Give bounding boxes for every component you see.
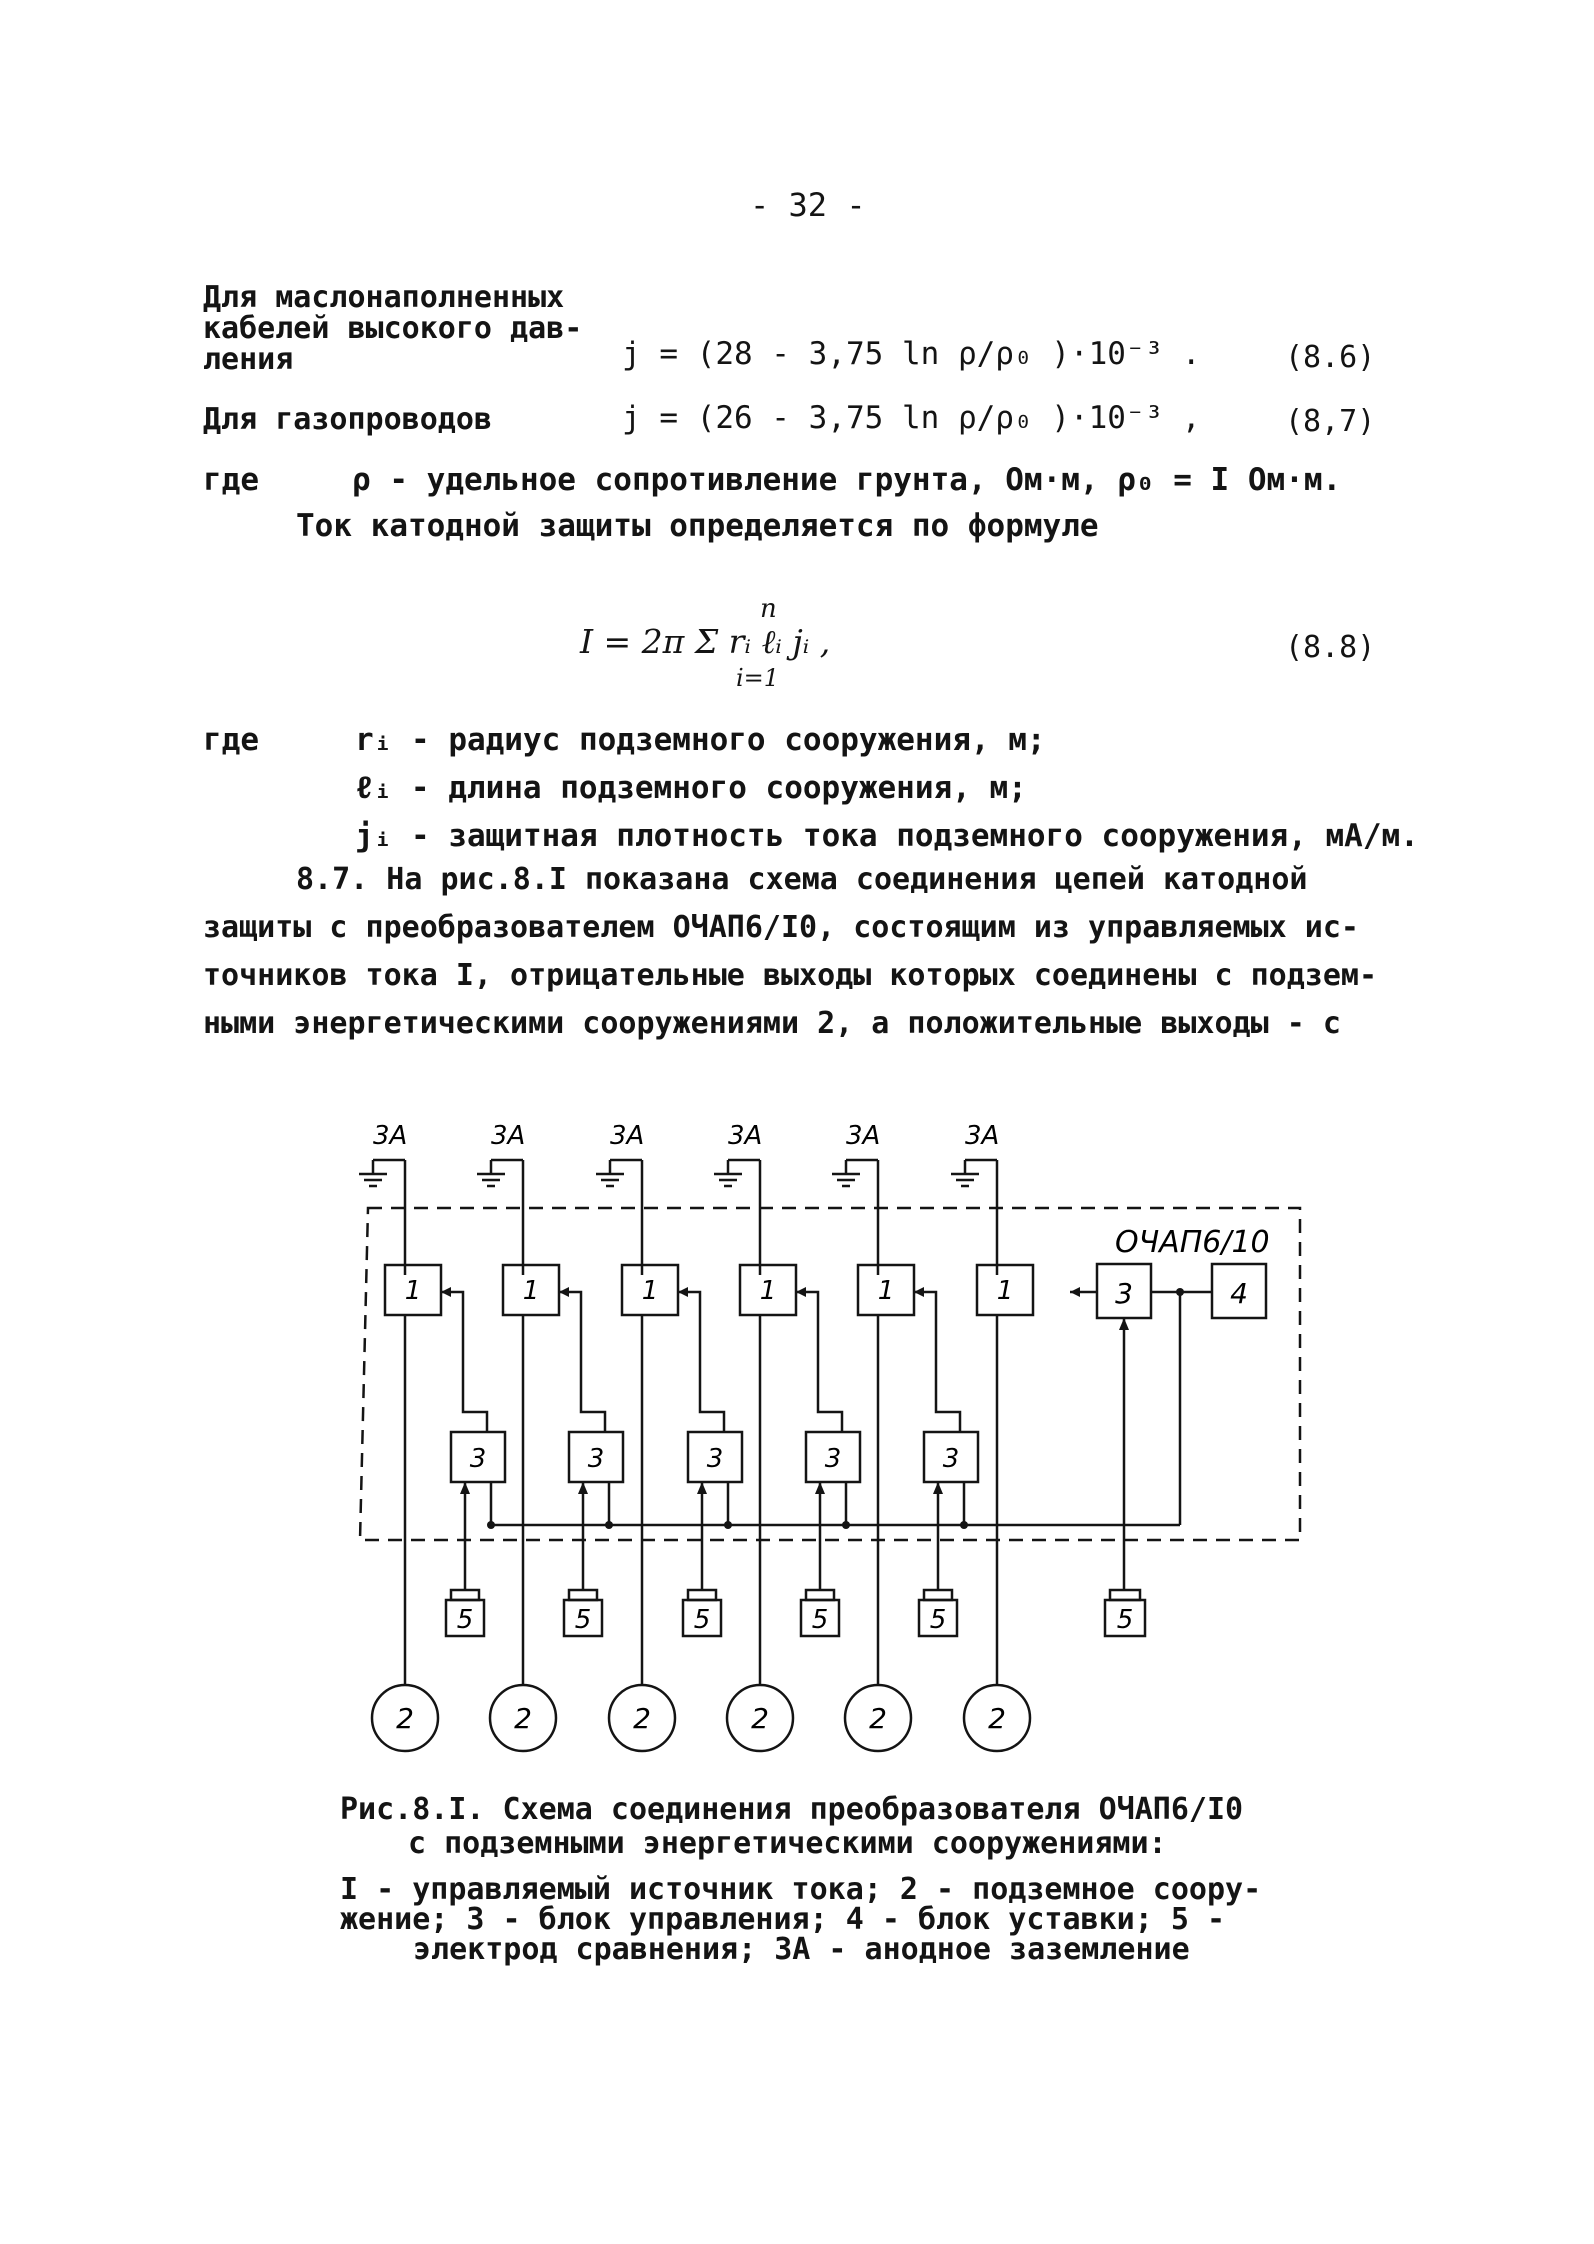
figure-legend-line: жение; 3 - блок управления; 4 - блок уставки; 5 - xyxy=(340,1902,1226,1937)
figure-legend-line: I - управляемый источник тока; 2 - подземное соору- xyxy=(340,1872,1262,1907)
control-label: 3 xyxy=(1115,1277,1133,1310)
definition-radius: rᵢ - радиус подземного сооружения, м; xyxy=(355,722,1046,758)
formula-8-8-number: (8.8) xyxy=(1285,630,1376,665)
control-label: 3 xyxy=(824,1444,842,1474)
where-label: где xyxy=(203,462,259,498)
arrowhead xyxy=(578,1482,588,1494)
electrode-cap xyxy=(688,1590,716,1600)
arrowhead xyxy=(697,1482,707,1494)
electrode-cap xyxy=(569,1590,597,1600)
sum-upper-limit: n xyxy=(760,594,777,624)
paragraph-line: ными энергетическими сооружениями 2, а положительные выходы - с xyxy=(203,1006,1341,1041)
electrode-label: 5 xyxy=(693,1605,711,1635)
figure-legend-line: электрод сравнения; 3А - анодное заземление xyxy=(413,1932,1190,1967)
electrode-cap xyxy=(451,1590,479,1600)
formula-8-6-label-line: ления xyxy=(203,342,294,377)
electrode-label: 5 xyxy=(929,1605,947,1635)
formula-8-6-number: (8.6) xyxy=(1285,340,1376,375)
electrode-label: 5 xyxy=(574,1605,592,1635)
electrode-label: 5 xyxy=(811,1605,829,1635)
setpoint-label: 4 xyxy=(1230,1277,1248,1310)
control-feedback-wire xyxy=(914,1292,960,1432)
arrowhead xyxy=(914,1287,924,1297)
control-feedback-wire xyxy=(559,1292,605,1432)
source-label: 1 xyxy=(759,1276,777,1306)
source-label: 1 xyxy=(522,1276,540,1306)
formula-8-6-label-line: кабелей высокого дав- xyxy=(203,311,583,346)
control-feedback-wire xyxy=(796,1292,842,1432)
device-label: ОЧАП6/10 xyxy=(1115,1225,1270,1260)
junction-dot xyxy=(724,1521,732,1529)
electrode-label: 5 xyxy=(456,1605,474,1635)
structure-label: 2 xyxy=(988,1702,1006,1735)
anode-label: 3A xyxy=(610,1121,645,1151)
formula-8-7-number: (8,7) xyxy=(1285,404,1376,439)
arrowhead xyxy=(678,1287,688,1297)
paragraph-line: защиты с преобразователем ОЧАП6/I0, состоящим из управляемых ис- xyxy=(203,910,1359,945)
where-label: где xyxy=(203,722,259,758)
source-label: 1 xyxy=(641,1276,659,1306)
arrowhead xyxy=(796,1287,806,1297)
source-label: 1 xyxy=(404,1276,422,1306)
control-label: 3 xyxy=(706,1444,724,1474)
definition-length: ℓᵢ - длина подземного сооружения, м; xyxy=(355,770,1027,806)
control-label: 3 xyxy=(587,1444,605,1474)
anode-label: 3A xyxy=(965,1121,1000,1151)
arrowhead xyxy=(815,1482,825,1494)
rho-definition: ρ - удельное сопротивление грунта, Ом·м, ρ₀ = I Ом·м. xyxy=(352,462,1342,498)
paragraph-line: 8.7. На рис.8.I показана схема соединения цепей катодной xyxy=(296,862,1308,897)
current-intro: Ток катодной защиты определяется по формуле xyxy=(296,508,1099,544)
sum-lower-limit: i=1 xyxy=(736,664,780,692)
electrode-cap xyxy=(1110,1590,1140,1600)
control-label: 3 xyxy=(469,1444,487,1474)
anode-label: 3A xyxy=(728,1121,763,1151)
formula-8-6-label-line: Для маслонаполненных xyxy=(203,280,565,315)
junction-dot xyxy=(842,1521,850,1529)
arrowhead xyxy=(441,1287,451,1297)
electrode-label: 5 xyxy=(1116,1605,1134,1635)
anode-label: 3A xyxy=(491,1121,526,1151)
arrowhead xyxy=(559,1287,569,1297)
structure-label: 2 xyxy=(514,1702,532,1735)
arrowhead xyxy=(933,1482,943,1494)
paragraph-line: точников тока I, отрицательные выходы которых соединены с подзем- xyxy=(203,958,1377,993)
junction-dot xyxy=(960,1521,968,1529)
electrode-cap xyxy=(924,1590,952,1600)
control-label: 3 xyxy=(942,1444,960,1474)
formula-8-6: j = (28 - 3,75 ln ρ/ρ₀ )·10⁻³ . xyxy=(622,336,1201,372)
source-label: 1 xyxy=(996,1276,1014,1306)
anode-label: 3A xyxy=(373,1121,408,1151)
control-feedback-wire xyxy=(678,1292,724,1432)
structure-label: 2 xyxy=(396,1702,414,1735)
control-feedback-wire xyxy=(441,1292,487,1432)
anode-label: 3A xyxy=(846,1121,881,1151)
junction-dot xyxy=(605,1521,613,1529)
definition-current-density: jᵢ - защитная плотность тока подземного сооружения, мА/м. xyxy=(355,818,1419,854)
figure-caption-title: с подземными энергетическими сооружениями: xyxy=(408,1826,1167,1861)
structure-label: 2 xyxy=(633,1702,651,1735)
figure-caption-title: Рис.8.I. Схема соединения преобразователя ОЧАП6/I0 xyxy=(340,1792,1244,1827)
junction-dot xyxy=(487,1521,495,1529)
source-label: 1 xyxy=(877,1276,895,1306)
structure-label: 2 xyxy=(751,1702,769,1735)
formula-8-8: I = 2π Σ rᵢ ℓᵢ jᵢ , xyxy=(580,622,831,661)
electrode-cap xyxy=(806,1590,834,1600)
arrowhead xyxy=(460,1482,470,1494)
formula-8-7-label: Для газопроводов xyxy=(203,402,492,437)
page-number: - 32 - xyxy=(750,186,866,224)
formula-8-7: j = (26 - 3,75 ln ρ/ρ₀ )·10⁻³ , xyxy=(622,400,1201,436)
structure-label: 2 xyxy=(869,1702,887,1735)
